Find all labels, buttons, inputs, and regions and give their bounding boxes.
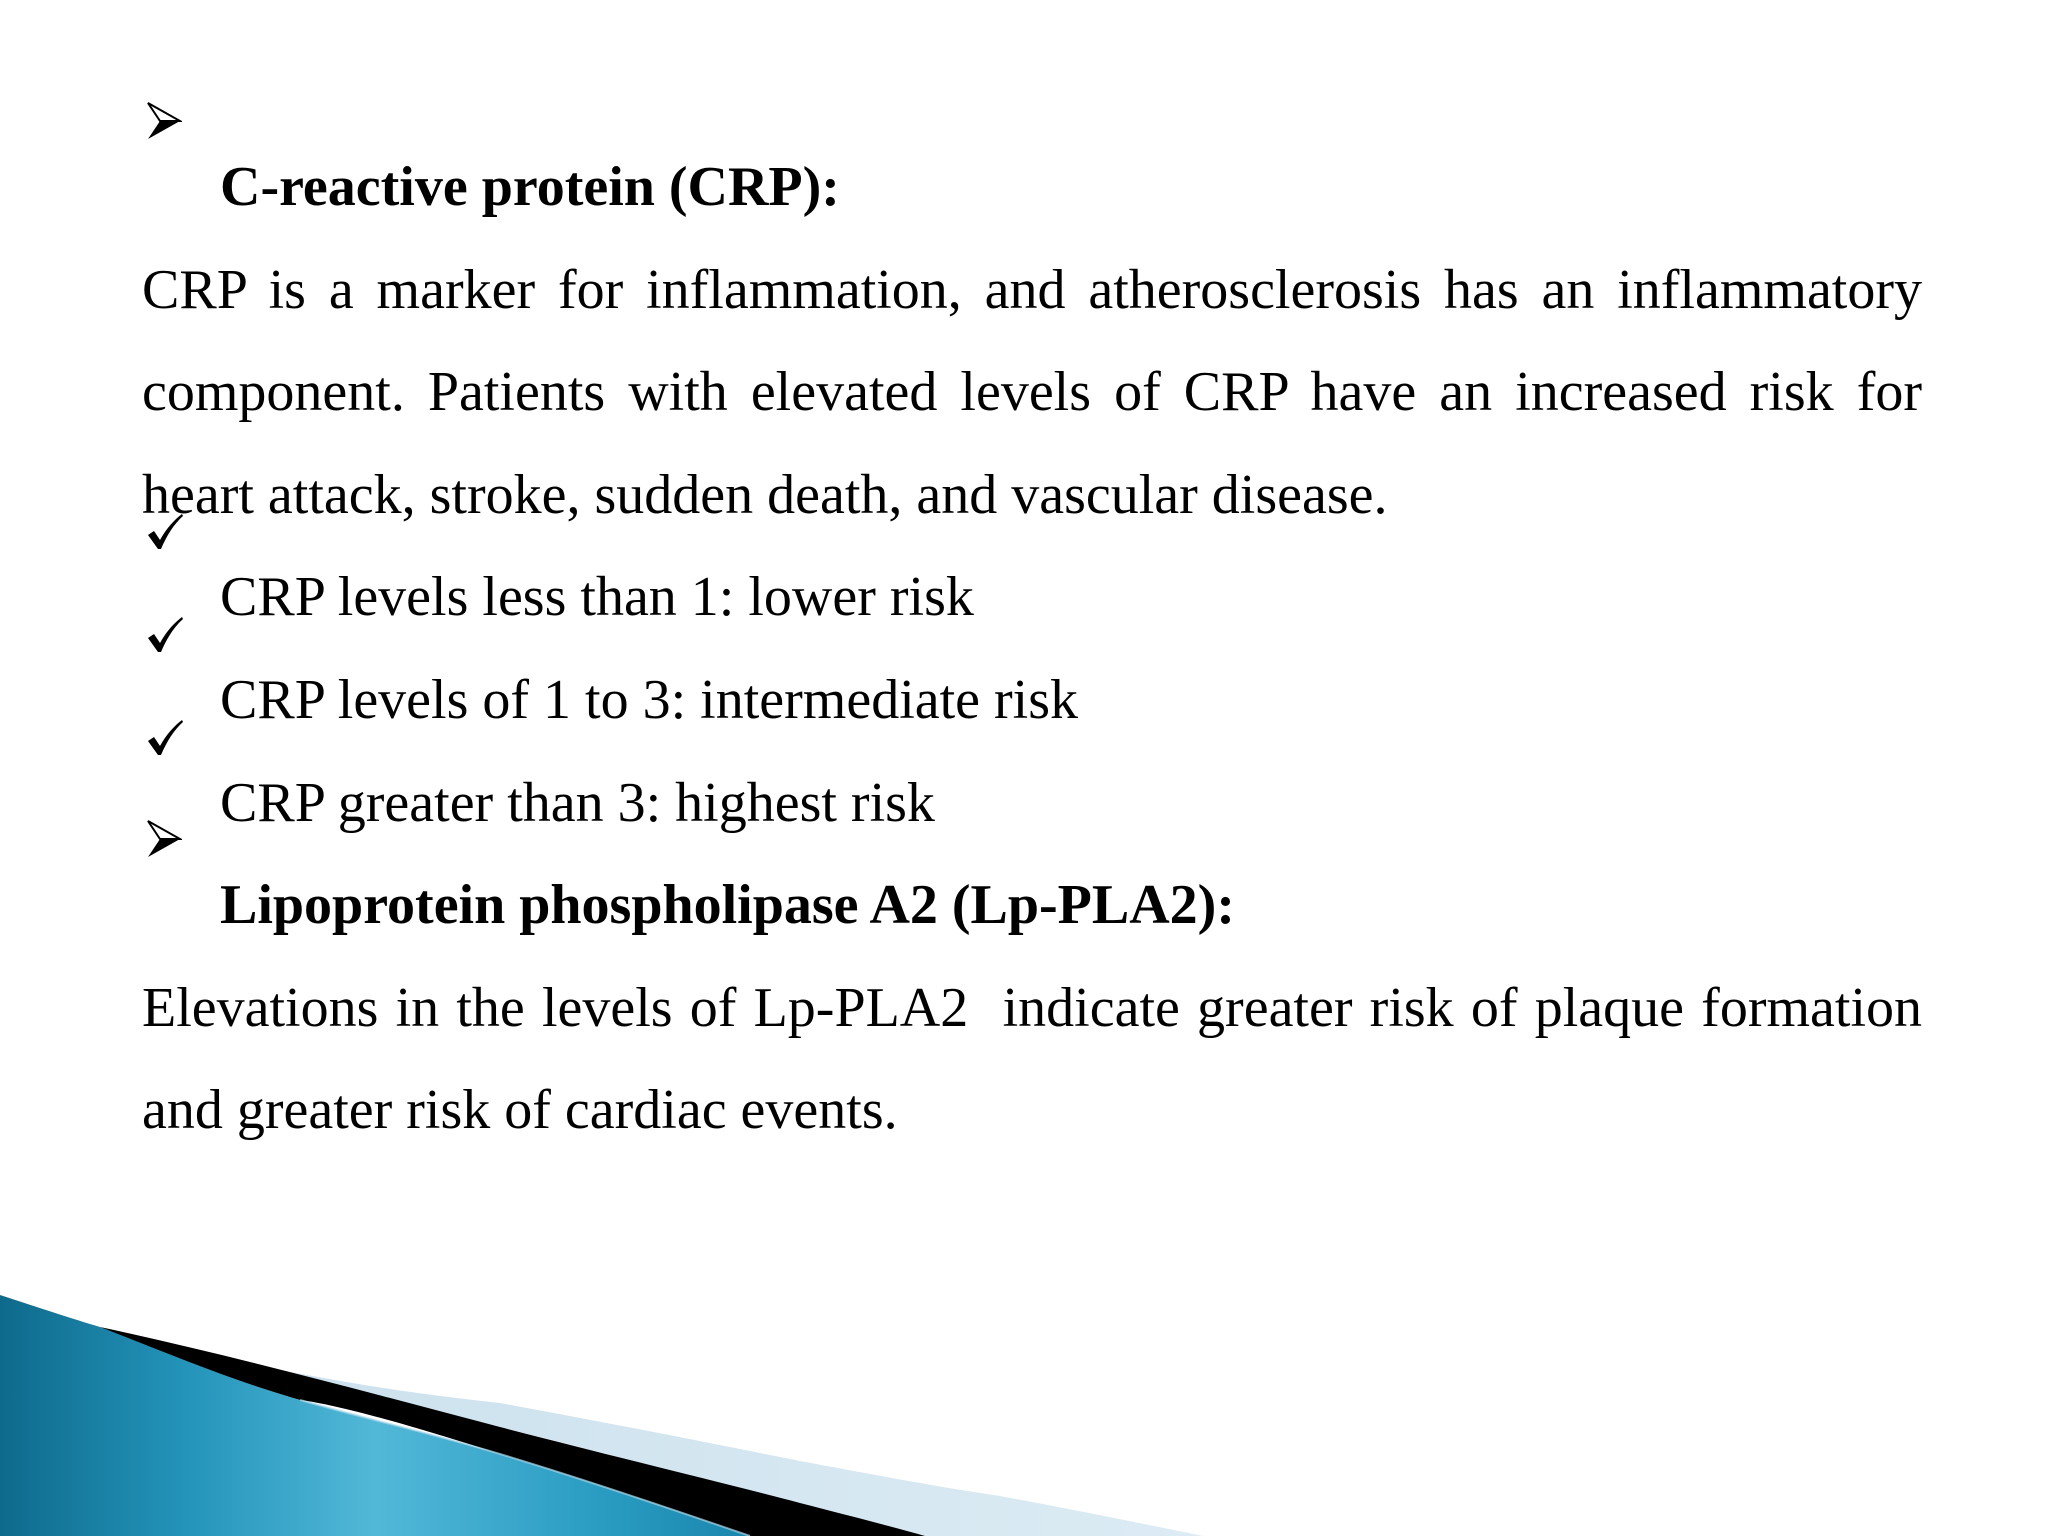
heading-text: C-reactive protein (CRP): bbox=[220, 156, 840, 218]
checklist-item bbox=[142, 752, 1922, 855]
checklist-item-text: CRP levels of 1 to 3: intermediate risk bbox=[220, 668, 1079, 731]
swoosh-black-band bbox=[100, 1327, 925, 1536]
paragraph-crp: CRP is a marker for inflammation, and atherosclerosis has an inflammatory component. Patients with elevated levels of CRP have an increased risk for heart attack, stroke, sudden death, and vascular disease. bbox=[142, 258, 1936, 526]
heading-text: Lipoprotein phospholipase A2 (Lp-PLA2): bbox=[220, 874, 1235, 937]
swoosh-pale-band bbox=[110, 1330, 1203, 1536]
checklist-item-text: CRP greater than 3: highest risk bbox=[220, 771, 935, 834]
checkmark-icon bbox=[142, 752, 220, 753]
checklist-item bbox=[142, 649, 1922, 752]
swoosh-blue-shape bbox=[0, 1295, 750, 1536]
checkmark-icon bbox=[142, 649, 220, 650]
checklist-item bbox=[142, 546, 1922, 649]
checklist-item-text: CRP levels less than 1: lower risk bbox=[220, 566, 974, 629]
arrowhead-bullet-icon bbox=[142, 136, 220, 137]
section-heading-crp bbox=[142, 136, 1922, 239]
paragraph-lp-pla2: Elevations in the levels of Lp-PLA2 indicate greater risk of plaque formation and greater risk of cardiac events. bbox=[142, 976, 1936, 1142]
slide-content bbox=[142, 136, 1936, 1162]
arrowhead-bullet-icon bbox=[142, 854, 220, 855]
section-heading-lp-pla2 bbox=[142, 854, 1922, 957]
checkmark-icon bbox=[142, 546, 220, 547]
